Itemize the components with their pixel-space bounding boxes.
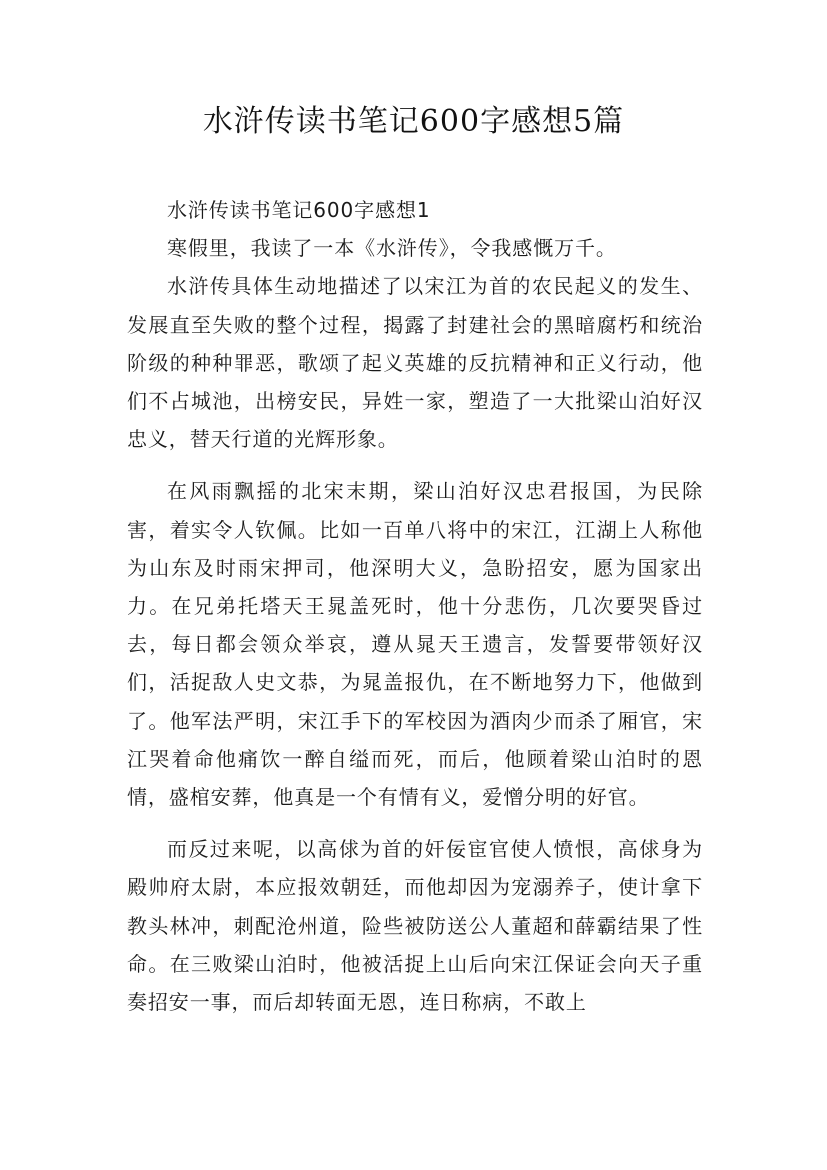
paragraph: 水浒传具体生动地描述了以宋江为首的农民起义的发生、发展直至失败的整个过程，揭露了封建社会的黑暗腐朽和统治阶级的种种罪恶，歌颂了起义英雄的反抗精神和正义行动，他们不占城池，出榜安民，异姓一家，塑造了一大批梁山泊好汉忠义，替天行道的光辉形象。 — [127, 274, 703, 452]
document-body — [127, 191, 703, 1021]
paragraph: 寒假里，我读了一本《水浒传》，令我感慨万千。 — [167, 236, 617, 261]
section-heading: 水浒传读书笔记600字感想1 — [167, 198, 431, 222]
paragraph: 而反过来呢，以高俅为首的奸佞宦官使人愤恨，高俅身为殿帅府太尉，本应报效朝廷，而他却因为宠溺养子，使计拿下教头林冲，刺配沧州道，险些被防送公人董超和薛霸结果了性命。在三败梁山泊时，他被活捉上山后向宋江保证会向天子重奏招安一事，而后却转面无恩，连日称病，不敢上 — [127, 837, 703, 1015]
paragraph: 在风雨飘摇的北宋末期，梁山泊好汉忠君报国，为民除害，着实令人钦佩。比如一百单八将中的宋江，江湖上人称他为山东及时雨宋押司，他深明大义，急盼招安，愿为国家出力。在兄弟托塔天王晁盖死时，他十分悲伤，几次要哭昏过去，每日都会领众举哀，遵从晁天王遗言，发誓要带领好汉们，活捉敌人史文恭，为晁盖报仇，在不断地努力下，他做到了。他军法严明，宋江手下的军校因为酒肉少而杀了厢官，宋江哭着命他痛饮一醉自缢而死，而后，他顾着梁山泊时的恩情，盛棺安葬，他真是一个有情有义，爱憎分明的好官。 — [127, 479, 703, 810]
document-title: 水浒传读书笔记600字感想5篇 — [202, 104, 625, 139]
